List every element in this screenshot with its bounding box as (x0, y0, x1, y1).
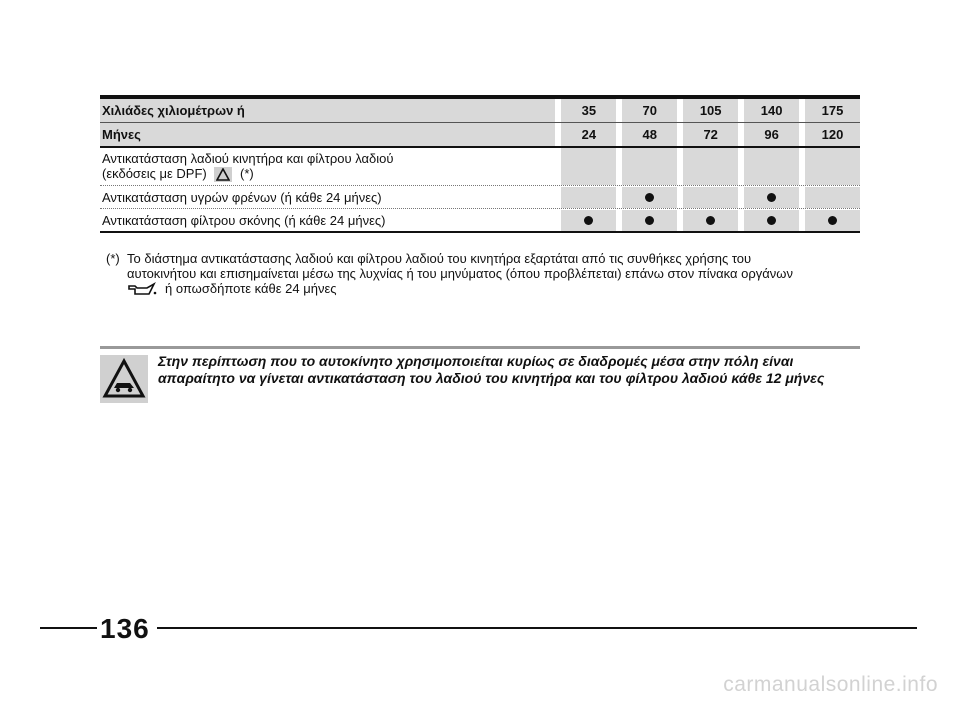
row-label-line2 (102, 166, 555, 182)
page-number-rule-left (40, 627, 97, 629)
page-number-rule-right (157, 627, 917, 629)
row-label-line2-suffix: (*) (240, 166, 254, 181)
km-value: 105 (683, 99, 738, 122)
interval-cell (561, 187, 616, 208)
month-value: 48 (622, 123, 677, 146)
interval-cell (744, 148, 799, 185)
footnote (106, 251, 866, 296)
km-value: 70 (622, 99, 677, 122)
page-number: 136 (100, 613, 150, 644)
interval-dot (645, 216, 654, 225)
interval-dot (584, 216, 593, 225)
interval-cell (744, 210, 799, 231)
interval-cell (805, 148, 860, 185)
table-row (100, 148, 860, 185)
table-row (100, 187, 860, 208)
footnote-line1: Το διάστημα αντικατάστασης λαδιού και φίλτρου λαδιού του κινητήρα εξαρτάται από τις συνθήκες χρήσης του (127, 251, 752, 266)
months-header-label: Μήνες (100, 123, 555, 146)
interval-dot (767, 193, 776, 202)
warning-text: Στην περίπτωση που το αυτοκίνητο χρησιμοποιείται κυρίως σε διαδρομές μέσα στην πόλη είναι απαραίτητο να γίνεται αντικατάσταση του λαδιού του κινητήρα και του φίλτρου λαδιού κάθε 12 μήνες (158, 353, 825, 386)
table-header-km-row (100, 99, 860, 122)
row-label-line2-prefix: (εκδόσεις με DPF) (102, 166, 207, 181)
month-value: 72 (683, 123, 738, 146)
row-label: Αντικατάσταση υγρών φρένων (ή κάθε 24 μήνες) (102, 190, 382, 206)
footnote-mark: (*) (106, 251, 120, 266)
month-value: 24 (561, 123, 616, 146)
interval-cell (683, 148, 738, 185)
km-header-label: Χιλιάδες χιλιομέτρων ή (100, 99, 555, 122)
interval-cell (683, 210, 738, 231)
table-row (100, 210, 860, 231)
footnote-line2: αυτοκινήτου και επισημαίνεται μέσω της λυχνίας ή του μηνύματος (όπου προβλέπεται) επάνω στον πίνακα οργάνων (127, 266, 793, 281)
warning-note (100, 346, 860, 403)
interval-cell (744, 187, 799, 208)
maintenance-table (100, 95, 860, 233)
warning-triangle-car-icon (100, 355, 148, 403)
km-value: 35 (561, 99, 616, 122)
watermark: carmanualsonline.info (723, 673, 938, 696)
interval-dot (706, 216, 715, 225)
interval-dot (767, 216, 776, 225)
interval-cell (622, 187, 677, 208)
row-label (100, 148, 555, 185)
warning-triangle-icon (214, 167, 232, 182)
row-label-line1: Αντικατάσταση λαδιού κινητήρα και φίλτρου λαδιού (102, 151, 394, 166)
table-bottom-rule (100, 231, 860, 233)
month-value: 96 (744, 123, 799, 146)
km-value: 140 (744, 99, 799, 122)
interval-dot (645, 193, 654, 202)
row-label: Αντικατάσταση φίλτρου σκόνης (ή κάθε 24 μήνες) (102, 213, 386, 229)
month-value: 120 (805, 123, 860, 146)
interval-dot (828, 216, 837, 225)
footnote-line3-row (127, 281, 866, 296)
interval-cell (561, 210, 616, 231)
interval-cell (683, 187, 738, 208)
interval-cell (561, 148, 616, 185)
table-header-months-row (100, 123, 860, 146)
footnote-line3: ή οπωσδήποτε κάθε 24 μήνες (165, 281, 337, 296)
interval-cell (805, 210, 860, 231)
interval-cell (622, 148, 677, 185)
interval-cell (622, 210, 677, 231)
km-value: 175 (805, 99, 860, 122)
interval-cell (805, 187, 860, 208)
oil-can-icon (127, 282, 157, 296)
